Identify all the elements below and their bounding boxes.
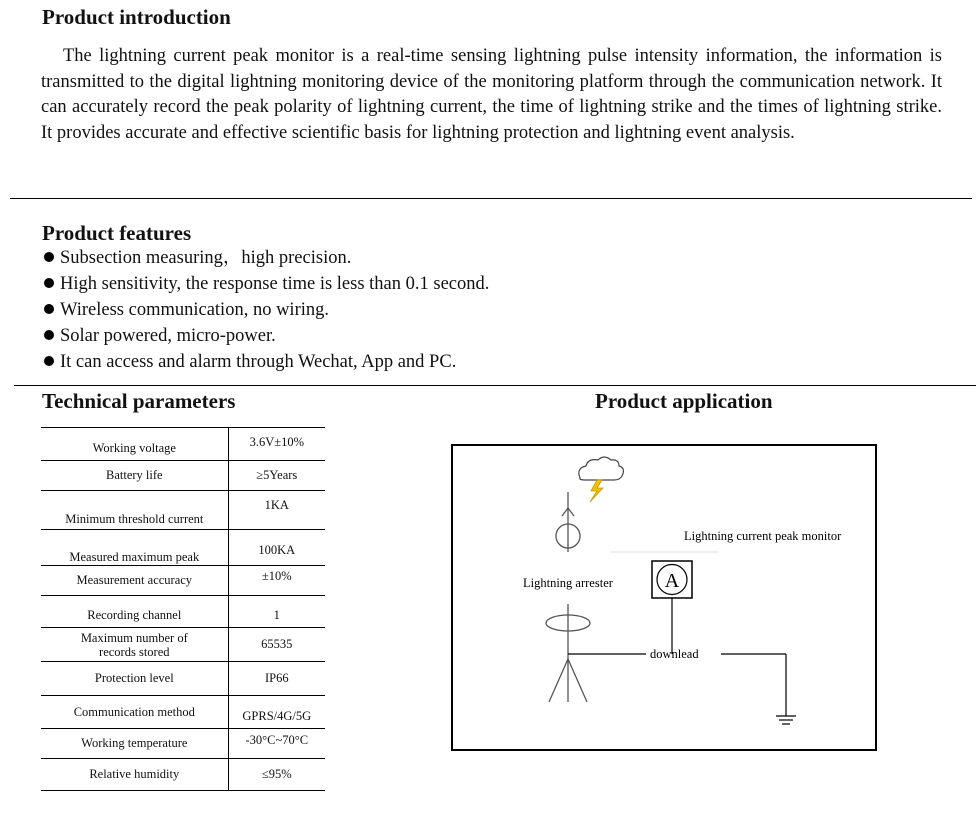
- parameters-table: [41, 427, 325, 791]
- features-title: Product features: [42, 221, 192, 245]
- table-row: Working temperature -30°C~70°C: [41, 729, 325, 759]
- ground-icon: [776, 716, 796, 724]
- bullet-icon: [44, 330, 54, 340]
- arrester-top-icon: [556, 492, 580, 552]
- technical-title: Technical parameters: [42, 389, 236, 413]
- application-diagram: [451, 444, 878, 752]
- feature-item: Solar powered, micro-power.: [44, 323, 489, 349]
- section-divider: [10, 198, 972, 199]
- storm-cloud-icon: [579, 457, 624, 502]
- table-row: Recording channel 1: [41, 596, 325, 628]
- feature-item: Subsection measuring，high precision.: [44, 245, 489, 271]
- table-row: Measured maximum peak 100KA: [41, 530, 325, 566]
- application-title: Product application: [595, 389, 773, 413]
- bullet-icon: [44, 252, 54, 262]
- features-list: [44, 245, 489, 375]
- table-row: Relative humidity ≤95%: [41, 759, 325, 791]
- intro-body: The lightning current peak monitor is a real-time sensing lightning pulse intensity information, the information is transmitted to the digital lightning monitoring device of the monitoring platform through the communication network. It can accurately record the peak polarity of lightning current, the time of lightning strike and the times of lightning strike. It provides accurate and effective scientific basis for lightning protection and lightning event analysis.: [41, 46, 942, 143]
- table-row: Maximum number of records stored 65535: [41, 628, 325, 662]
- table-row: Battery life ≥5Years: [41, 461, 325, 491]
- feature-item: Wireless communication, no wiring.: [44, 297, 489, 323]
- table-row: Measurement accuracy ±10%: [41, 566, 325, 596]
- monitor-label: Lightning current peak monitor: [684, 529, 842, 543]
- section-divider: [14, 385, 976, 386]
- bullet-icon: [44, 304, 54, 314]
- table-row: Minimum threshold current 1KA: [41, 491, 325, 530]
- bullet-icon: [44, 278, 54, 288]
- table-row: Communication method GPRS/4G/5G: [41, 696, 325, 729]
- bullet-icon: [44, 356, 54, 366]
- arrester-label: Lightning arrester: [523, 576, 613, 590]
- table-row: Working voltage 3.6V±10%: [41, 428, 325, 461]
- arrester-ring-icon: [546, 604, 590, 659]
- downlead-label: downlead: [650, 647, 699, 661]
- feature-item: It can access and alarm through Wechat, App and PC.: [44, 349, 489, 375]
- feature-item: High sensitivity, the response time is less than 0.1 second.: [44, 271, 489, 297]
- table-row: Protection level IP66: [41, 662, 325, 696]
- support-mast-icon: [549, 659, 587, 702]
- ammeter-label: A: [664, 570, 680, 592]
- intro-title: Product introduction: [42, 5, 231, 29]
